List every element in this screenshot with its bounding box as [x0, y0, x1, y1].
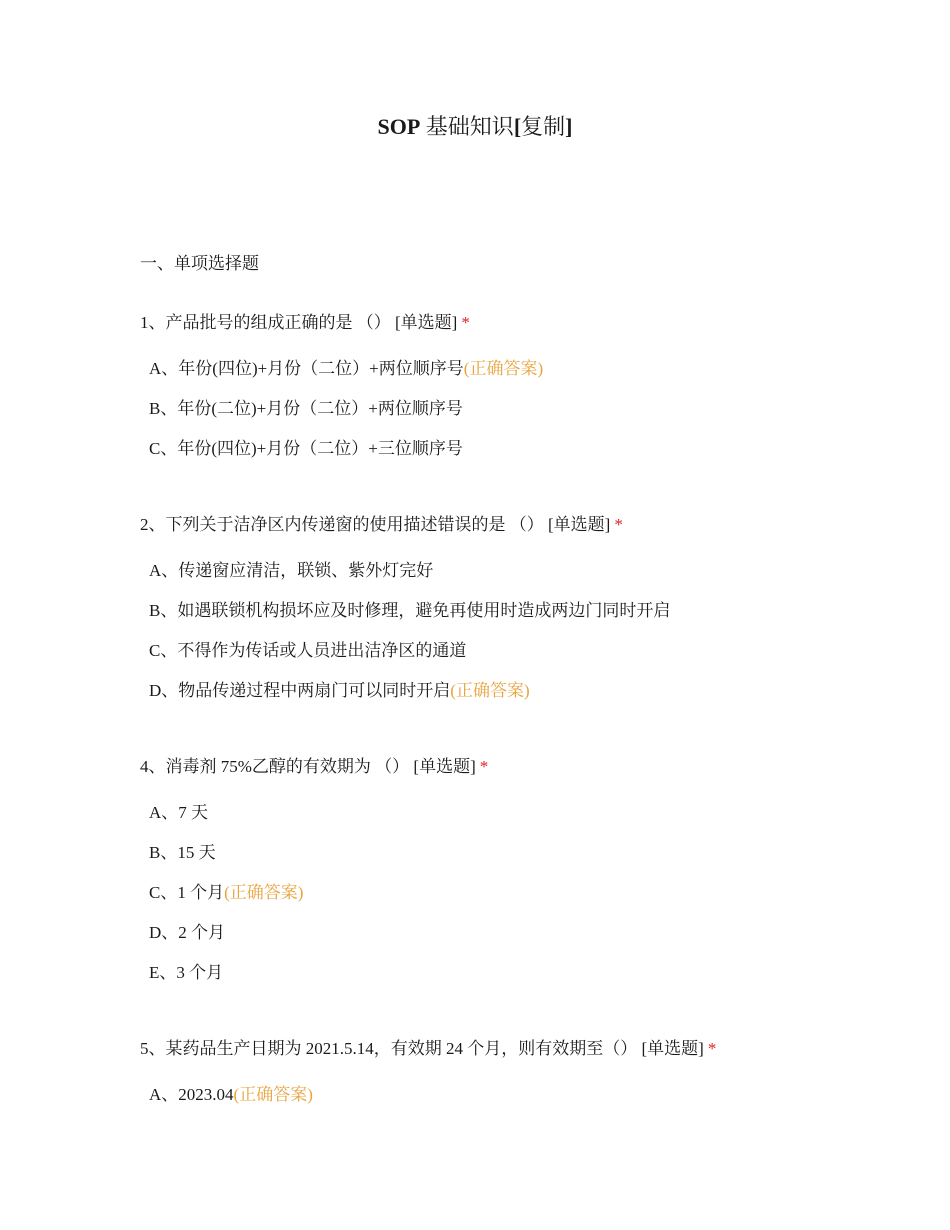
option-label: D、物品传递过程中两扇门可以同时开启	[149, 681, 451, 700]
question-text-label: 5、某药品生产日期为 2021.5.14，有效期 24 个月，则有效期至（） [单选题]	[140, 1039, 704, 1058]
option-label: A、传递窗应清洁，联锁、紫外灯完好	[149, 561, 434, 580]
option-label: C、年份(四位)+月份（二位）+三位顺序号	[149, 439, 463, 458]
option-b[interactable]	[149, 597, 920, 625]
question-5	[140, 1035, 920, 1109]
question-text-label: 1、产品批号的组成正确的是 （） [单选题]	[140, 313, 458, 332]
option-d[interactable]	[149, 677, 920, 705]
question-text	[140, 1035, 920, 1063]
option-b[interactable]	[149, 839, 920, 867]
correct-answer-tag: (正确答案)	[224, 883, 304, 902]
question-text	[140, 753, 920, 781]
option-a[interactable]	[149, 557, 920, 585]
title-bracket-close: ]	[565, 114, 573, 139]
option-label: B、15 天	[149, 843, 216, 862]
question-text-label: 2、下列关于洁净区内传递窗的使用描述错误的是 （） [单选题]	[140, 515, 611, 534]
question-1	[140, 309, 920, 463]
required-mark: *	[461, 313, 470, 332]
question-text-label: 4、消毒剂 75%乙醇的有效期为 （） [单选题]	[140, 757, 476, 776]
option-c[interactable]	[149, 435, 920, 463]
required-mark: *	[707, 1039, 717, 1058]
option-d[interactable]	[149, 919, 920, 947]
option-label: E、3 个月	[149, 963, 224, 982]
title-main: 基础知识	[420, 114, 514, 139]
correct-answer-tag: (正确答案)	[450, 681, 530, 700]
question-4	[140, 753, 920, 987]
option-label: C、1 个月	[149, 883, 225, 902]
option-label: A、年份(四位)+月份（二位）+两位顺序号	[149, 359, 464, 378]
option-label: B、年份(二位)+月份（二位）+两位顺序号	[149, 399, 463, 418]
section-heading: 一、单项选择题	[140, 254, 259, 273]
option-label: B、如遇联锁机构损坏应及时修理，避免再使用时造成两边门同时开启	[149, 601, 671, 620]
title-bracket-text: 复制	[521, 114, 566, 139]
correct-answer-tag: (正确答案)	[233, 1085, 313, 1104]
title-prefix: SOP	[377, 114, 421, 139]
question-text	[140, 511, 920, 539]
page-title	[0, 110, 950, 144]
correct-answer-tag: (正确答案)	[463, 359, 544, 378]
question-text	[140, 309, 920, 337]
question-2	[140, 511, 920, 705]
option-a[interactable]	[149, 1081, 920, 1109]
option-a[interactable]	[149, 799, 920, 827]
option-label: A、2023.04	[149, 1085, 234, 1104]
required-mark: *	[479, 757, 489, 776]
option-c[interactable]	[149, 637, 920, 665]
title-bracket-open: [	[513, 114, 522, 139]
option-label: D、2 个月	[149, 923, 226, 942]
option-c[interactable]	[149, 879, 920, 907]
option-b[interactable]	[149, 395, 920, 423]
option-label: A、7 天	[149, 803, 209, 822]
option-label: C、不得作为传话或人员进出洁净区的通道	[149, 641, 467, 660]
required-mark: *	[614, 515, 623, 534]
option-a[interactable]	[149, 355, 920, 383]
option-e[interactable]	[149, 959, 920, 987]
